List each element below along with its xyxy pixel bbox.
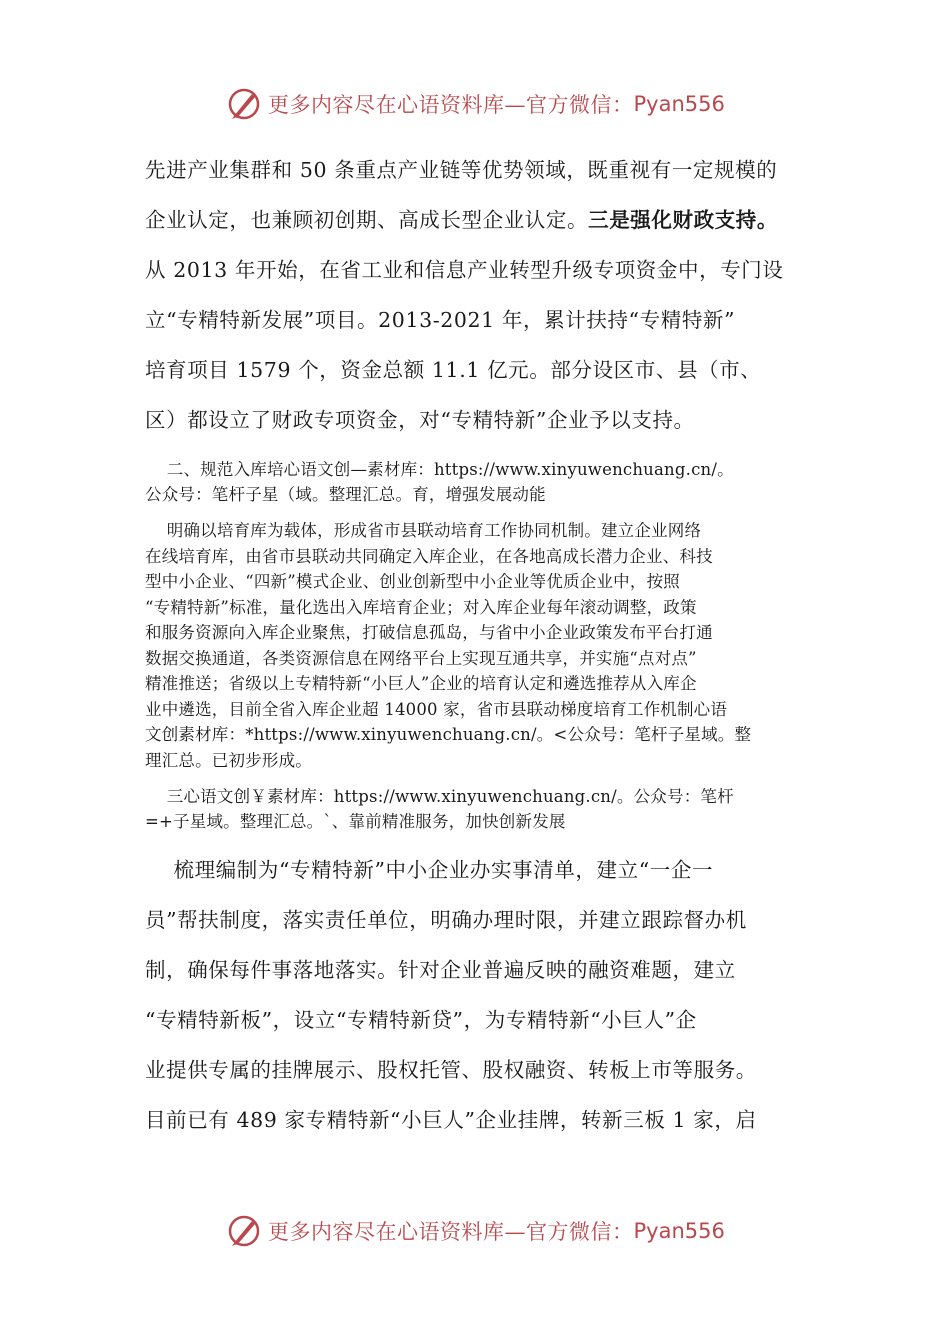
para2-line: 精准推送；省级以上专精特新“小巨人”企业的培育认定和遴选推荐从入库企	[145, 674, 697, 693]
para1-line1: 先进产业集群和 50 条重点产业链等优势领域，既重视有一定规模的	[145, 158, 778, 182]
section3-heading-line1: 三心语文创￥素材库：https://www.xinyuwenchuang.cn/。公众号：笔杆	[145, 787, 734, 806]
section3-heading-line2: =+子星域。整理汇总。`、靠前精准服务，加快创新发展	[145, 812, 566, 831]
para1-line3: 从 2013 年开始，在省工业和信息产业转型升级专项资金中，专门设	[145, 258, 784, 282]
para1-line2	[145, 195, 778, 245]
para3-line: 员”帮扶制度，落实责任单位，明确办理时限，并建立跟踪督办机	[145, 908, 747, 932]
para2-line: 和服务资源向入库企业聚焦，打破信息孤岛，与省中小企业政策发布平台打通	[145, 623, 713, 642]
bold-heading-three: 三是强化财政支持。	[588, 208, 779, 232]
wechat-id: Pyan556	[633, 92, 725, 116]
para2-line: 明确以培育库为载体，形成省市县联动培育工作协同机制。建立企业网络	[145, 521, 702, 540]
para3-line: “专精特新板”，设立“专精特新贷”，为专精特新“小巨人”企	[145, 1008, 697, 1032]
section2-heading-line1: 二、规范入库培心语文创—素材库：https://www.xinyuwenchuang.cn/。	[145, 460, 734, 479]
pen-in-circle-icon	[226, 1213, 262, 1249]
pen-in-circle-icon	[226, 86, 262, 122]
footer-banner	[226, 1211, 746, 1251]
banner-text: 更多内容尽在心语资料库—官方微信：	[268, 1220, 634, 1244]
para1-line6: 区）都设立了财政专项资金，对“专精特新”企业予以支持。	[145, 408, 695, 432]
para2-line: 数据交换通道，各类资源信息在网络平台上实现互通共享，并实施“点对点”	[145, 648, 697, 668]
para2-line: 文创素材库：*https://www.xinyuwenchuang.cn/。<公众号：笔杆子星域。整	[145, 725, 752, 744]
para1-line5: 培育项目 1579 个，资金总额 11.1 亿元。部分设区市、县（市、	[145, 358, 762, 382]
para3-line: 目前已有 489 家专精特新“小巨人”企业挂牌，转新三板 1 家，启	[145, 1108, 757, 1132]
para2-line: 业中遴选，目前全省入库企业超 14000 家，省市县联动梯度培育工作机制心语	[145, 699, 728, 719]
section2-heading-line2: 公众号：笔杆子星（域。整理汇总。育，增强发展动能	[145, 485, 546, 504]
para1-line4: 立“专精特新发展”项目。2013-2021 年，累计扶持“专精特新”	[145, 308, 736, 332]
para3-line: 梳理编制为“专精特新”中小企业办实事清单，建立“一企一	[145, 858, 714, 882]
wechat-id: Pyan556	[633, 1219, 725, 1243]
para2-line: 理汇总。已初步形成。	[145, 750, 312, 770]
para2-line: 在线培育库，由省市县联动共同确定入库企业，在各地高成长潜力企业、科技	[145, 546, 713, 566]
para3-line: 制，确保每件事落地落实。针对企业普遍反映的融资难题，建立	[145, 958, 736, 982]
para1-line2-text: 企业认定，也兼顾初创期、高成长型企业认定。	[145, 208, 589, 232]
banner-text: 更多内容尽在心语资料库—官方微信：	[268, 93, 634, 117]
para3-line: 业提供专属的挂牌展示、股权托管、股权融资、转板上市等服务。	[145, 1058, 757, 1082]
para2-line: 型中小企业、“四新”模式企业、创业创新型中小企业等优质企业中，按照	[145, 572, 680, 591]
para2-line: “专精特新”标准，量化选出入库培育企业；对入库企业每年滚动调整，政策	[145, 597, 697, 617]
header-banner	[226, 84, 746, 124]
